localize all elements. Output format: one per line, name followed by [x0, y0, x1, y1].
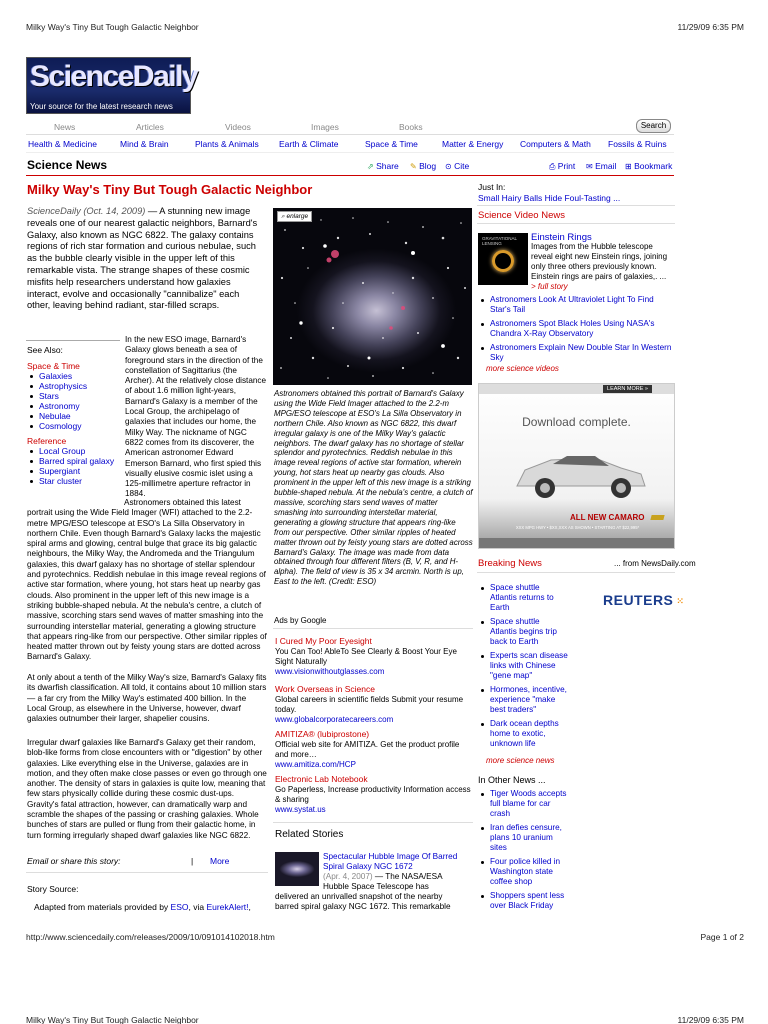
more-science-news-link[interactable]: more science news [486, 756, 555, 765]
article-title: Milky Way's Tiny But Tough Galactic Neighbor [27, 182, 313, 197]
see-also-astronomy[interactable]: Astronomy [27, 401, 87, 411]
email-icon: ✉ [586, 162, 593, 171]
other-news-1[interactable]: Tiger Woods accepts full blame for car crash [478, 789, 568, 819]
ad-3[interactable] [275, 729, 471, 769]
ad-1[interactable] [275, 636, 471, 676]
full-story-link[interactable]: > full story [531, 282, 568, 291]
cite-label: Cite [454, 161, 470, 171]
bookmark-link[interactable] [625, 161, 672, 171]
other-news-label: In Other News ... [478, 775, 546, 785]
nav-health-medicine[interactable]: Health & Medicine [28, 139, 97, 149]
einstein-ring-graphic [492, 250, 514, 272]
blog-icon: ✎ [410, 162, 417, 171]
other-news-2[interactable]: Iran defies censure, plans 10 uranium sites [478, 823, 568, 853]
just-in-label: Just In: [478, 182, 506, 192]
reference-star-cluster[interactable]: Star cluster [27, 476, 114, 486]
related-story-text-d: barred spiral galaxy NGC 1672. This remarkable [275, 902, 451, 911]
reuters-wordmark: REUTERS [603, 592, 674, 608]
galaxy-image[interactable] [273, 208, 472, 385]
nav-plants-animals[interactable]: Plants & Animals [195, 139, 259, 149]
article-lead-text: — A stunning new image reveals one of our nearest galactic neighbors, Barnard's Galaxy, also known as NGC 6822. The galaxy contains regions of rich star formation and curious nebulae, such as the bubble clearly visible in the upper left of this remarkable vista. The strange shapes of these cosmic misfits help researchers understand how galaxies interact, evolve and occasionally "cannibalize" each other, leaving behind radiant, star-filled scraps. [27, 206, 258, 311]
article-lead [27, 206, 263, 312]
just-in-link[interactable]: Small Hairy Balls Hide Foul-Tasting ... [478, 193, 621, 203]
search-button[interactable]: Search [636, 119, 671, 133]
share-link[interactable] [367, 161, 399, 171]
blog-label: Blog [419, 161, 437, 171]
ads-label: Ads by Google [274, 616, 327, 625]
breaking-news-list [478, 583, 568, 753]
blog-link[interactable] [410, 161, 436, 171]
einstein-rings-title[interactable]: Einstein Rings [531, 232, 592, 243]
reuters-dots-icon: ⁙ [673, 595, 685, 606]
ad-3-title[interactable]: AMITIZA® (lubiprostone) [275, 729, 370, 739]
ad-4-title[interactable]: Electronic Lab Notebook [275, 774, 368, 784]
email-share-label: Email or share this story: [27, 856, 121, 866]
bookmark-label: Bookmark [634, 161, 673, 171]
nav-computers-math[interactable]: Computers & Math [520, 139, 591, 149]
nav-mind-brain[interactable]: Mind & Brain [120, 139, 169, 149]
reference-local-group[interactable]: Local Group [27, 446, 114, 456]
print-link[interactable] [549, 161, 575, 172]
nav-matter-energy[interactable]: Matter & Energy [442, 139, 504, 149]
reference-barred-spiral[interactable]: Barred spiral galaxy [27, 456, 114, 466]
article-paragraph-2: Astronomers obtained this latest portrait using the Wide Field Imager (WFI) attached to the 2.2-metre MPG/ESO telescope at ESO's La Silla Observatory in northern Chile. Even though Barnard's Galaxy lacks the majestic spiral arms and glowing, central bulge that grace its big galactic neighbours, the Milky Way, the Andromeda and the Triangulum galaxies, this dwarf galaxy has no shortage of stellar splendour and pyrotechnics. Reddish nebulae in this image reveal regions of active star formation, where young, hot stars heat up nearby gas clouds. Also prominent in the upper left of this new image is a striking bubble-shaped nebula. At the nebula's centre, a clutch of massive, scorching stars send waves of matter smashing into the surrounding interstellar material, generating a glowing structure that appears ring-like from our perspective. Other similar ripples of heated matter thrown out by feisty young stars are dotted across Barnard's Galaxy. [27, 498, 267, 662]
related-story-title[interactable]: Spectacular Hubble Image Of Barred Spiral Galaxy NGC 1672 [323, 852, 458, 871]
eso-link[interactable]: ESO [170, 902, 189, 912]
related-story-date: (Apr. 4, 2007) [323, 872, 373, 881]
email-label: Email [595, 161, 617, 171]
logo-wordmark: ScienceDaily [30, 60, 198, 93]
cite-icon: ⊙ [445, 162, 452, 171]
magnifier-icon: ⌕ [281, 213, 287, 220]
reuters-logo [603, 592, 684, 608]
print-icon: ⎙ [549, 162, 556, 171]
ad-headline: Download complete. [522, 415, 631, 429]
cite-link[interactable] [445, 161, 469, 171]
more-videos-link[interactable]: more science videos [486, 364, 559, 373]
nav-fossils-ruins[interactable]: Fossils & Ruins [608, 139, 667, 149]
reference-supergiant[interactable]: Supergiant [27, 466, 114, 476]
ad-2-title[interactable]: Work Overseas in Science [275, 684, 375, 694]
print-header-datetime: 11/29/09 6:35 PM [677, 22, 744, 32]
ad-2-url[interactable]: www.globalcorporatecareers.com [275, 715, 394, 724]
car-graphic [479, 434, 675, 514]
share-icon: ⇗ [367, 162, 374, 171]
breaking-news-1[interactable]: Space shuttle Atlantis returns to Earth [478, 583, 568, 613]
nav-space-time[interactable]: Space & Time [365, 139, 418, 149]
ad-disclaimer-bar [479, 538, 674, 548]
ad-product-name: ALL NEW CAMARO [570, 513, 645, 522]
ad-product [570, 513, 664, 522]
other-news-4[interactable]: Shoppers spent less over Black Friday [478, 891, 568, 921]
related-stories-heading: Related Stories [275, 829, 344, 840]
ad-2[interactable] [275, 684, 471, 724]
ad-1-title[interactable]: I Cured My Poor Eyesight [275, 636, 372, 646]
image-caption: Astronomers obtained this portrait of Barnard's Galaxy using the Wide Field Imager attached to the 2.2-m MPG/ESO telescope at ESO's La Silla Observatory in northern Chile. Also known as NGC 6822, this dwarf irregular galaxy is one of the Milky Way's galactic neighbors. The dwarf galaxy has no shortage of stellar splendor and pyrotechnics. Reddish nebulae in this image reveal regions of active star formation, wherein young, hot stars heat up nearby gas clouds. Also prominent in the upper left of this new image is a striking bubble-shaped nebula. At the nebula's centre, a clutch of massive, scorching stars send waves of matter smashing into surrounding interstellar material, generating a glowing structure that appears ring-like from our perspective. Other similar ripples of heated matter thrown out by feisty young stars are dotted across Barnard's Galaxy. The image was made from data obtained through four different filters (B, V, R, and H-alpha). The field of view is 35 x 34 arcmin. North is up, East to the left. (Credit: ESO) [274, 389, 473, 587]
ad-fine-print: XXX MPG HWY • $XX,XXX AS SHOWN • STARTING AT $22,995* [515, 525, 640, 530]
ad-3-url[interactable]: www.amitiza.com/HCP [275, 760, 356, 769]
tab-books[interactable]: Books [399, 122, 423, 132]
einstein-rings-thumbnail[interactable] [478, 233, 528, 285]
see-also-nebulae[interactable]: Nebulae [27, 411, 87, 421]
learn-more-button[interactable]: LEARN MORE » [603, 385, 652, 393]
video-link-3[interactable]: Astronomers Explain New Double Star In Western Sky [478, 343, 674, 363]
video-links [478, 295, 674, 367]
tab-articles[interactable]: Articles [136, 122, 164, 132]
bookmark-icon: ⊞ [625, 162, 632, 171]
story-source-suffix: , [248, 902, 251, 912]
share-separator: | [191, 856, 194, 866]
article-paragraph-1: In the new ESO image, Barnard's Galaxy glows beneath a sea of foreground stars in the direction of the constellation of Sagittarius (the Archer). At the relatively close distance of about 1.6 million light-years, Barnard's Galaxy is a member of the Local Group, the archipelago of galaxies that includes our home, the Milky Way. The nickname of NGC 6822 comes from its discoverer, the American astronomer Edward Emerson Barnard, who first spied this visually elusive cosmic islet using a 125-millimetre aperture refractor in 1884. [125, 335, 267, 499]
print-label: Print [557, 161, 576, 171]
more-share-button[interactable]: More [210, 856, 230, 866]
science-video-heading: Science Video News [478, 210, 565, 221]
see-also-reference: Reference [27, 436, 67, 446]
ad-4-text: Go Paperless, Increase productivity Information access & sharing [275, 785, 471, 804]
nav-earth-climate[interactable]: Earth & Climate [279, 139, 339, 149]
chevrolet-logo-graphic [650, 515, 664, 520]
tab-images[interactable]: Images [311, 122, 339, 132]
page2-header-title: Milky Way's Tiny But Tough Galactic Neighbor [26, 1015, 199, 1024]
eurekalert-link[interactable]: EurekAlert! [206, 902, 249, 912]
einstein-rings-text [531, 242, 671, 292]
enlarge-button[interactable] [277, 211, 312, 222]
galaxy-stars-graphic [273, 208, 472, 385]
section-title: Science News [27, 158, 108, 172]
story-source-text [34, 902, 251, 912]
other-news-3[interactable]: Four police killed in Washington state coffee shop [478, 857, 568, 887]
breaking-news-3[interactable]: Experts scan disease links with Chinese "gene map" [478, 651, 568, 681]
related-story [275, 852, 473, 912]
related-story-text-c: delivered an unrivalled snapshot of the nearby [275, 892, 443, 901]
see-also-list-2 [27, 446, 114, 486]
article-paragraph-4: Irregular dwarf galaxies like Barnard's Galaxy get their random, blob-like forms from close encounters with or "digestion" by other galaxies. Like everything else in the Universe, galaxies are in motion, and they often make close passes or even go through one another. The density of stars in galaxies is quite low, meaning that few stars physically collide during these cosmic dust-ups. Gravity's fatal attraction, however, can dramatically warp and scramble the shapes of the passing or crashing galaxies. Whole bunches of stars are pulled or flung from their galactic home, in turn forming irregularly shaped dwarf galaxies like NGC 6822. [27, 738, 267, 840]
feature-text: Images from the Hubble telescope reveal eight new Einstein rings, joining only three others previously known. Einstein rings are pairs of galaxies,. ... [531, 242, 668, 281]
print-footer-url: http://www.sciencedaily.com/releases/2009/10/091014102018.htm [26, 932, 275, 942]
see-also-galaxies[interactable]: Galaxies [27, 371, 87, 381]
other-news-list [478, 789, 568, 925]
see-also-list-1 [27, 371, 87, 431]
share-label: Share [376, 161, 399, 171]
ad-2-text: Global careers in scientific fields Submit your resume today. [275, 695, 464, 714]
enlarge-label: enlarge [286, 213, 309, 220]
breaking-news-4[interactable]: Hormones, incentive, experience "make best traders" [478, 685, 568, 715]
related-story-text-b: Hubble Space Telescope has [323, 882, 429, 891]
page2-header-datetime: 11/29/09 6:35 PM [677, 1015, 744, 1024]
sciencedaily-logo[interactable] [26, 57, 198, 114]
breaking-news-5[interactable]: Dark ocean depths home to exotic, unknown life [478, 719, 568, 749]
ad-1-text: You Can Too! AbleTo See Clearly & Boost Your Eye Sight Naturally [275, 647, 457, 666]
story-source-prefix: Adapted from materials provided by [34, 902, 171, 912]
print-header-title: Milky Way's Tiny But Tough Galactic Neighbor [26, 22, 199, 32]
thumbnail-caption: GRAVITATIONAL LENSING [482, 236, 518, 246]
ad-4[interactable] [275, 774, 471, 814]
see-also-astrophysics[interactable]: Astrophysics [27, 381, 87, 391]
see-also-stars[interactable]: Stars [27, 391, 87, 401]
story-source-label: Story Source: [27, 884, 79, 894]
breaking-news-2[interactable]: Space shuttle Atlantis begins trip back to Earth [478, 617, 568, 647]
story-source-mid: , via [188, 902, 207, 912]
article-source-date: ScienceDaily (Oct. 14, 2009) [27, 206, 146, 216]
ad-3-text: Official web site for AMITIZA. Get the product profile and more… [275, 740, 460, 759]
article-paragraph-3: At only about a tenth of the Milky Way's size, Barnard's Galaxy fits its dwarfish classification. All told, it contains about 10 million stars — a far cry from the Milky Way's estimated 400 billion. In the Local Group, as elsewhere in the Universe, however, dwarf galaxies outnumber their larger, shapelier cousins. [27, 673, 267, 724]
print-footer-page: Page 1 of 2 [700, 932, 744, 942]
tab-news[interactable]: News [54, 122, 76, 132]
page-crop-mask [26, 916, 676, 930]
related-story-text-a: — The NASA/ESA [372, 872, 443, 881]
video-link-1[interactable]: Astronomers Look At Ultraviolet Light To Find Star's Tail [478, 295, 674, 315]
video-link-2[interactable]: Astronomers Spot Black Holes Using NASA's Chandra X-Ray Observatory [478, 319, 674, 339]
breaking-news-heading: Breaking News [478, 558, 542, 569]
breaking-news-source: ... from NewsDaily.com [614, 559, 696, 568]
email-link[interactable] [586, 161, 616, 171]
camaro-ad[interactable] [478, 383, 675, 549]
see-also-space-time: Space & Time [27, 361, 80, 371]
tab-videos[interactable]: Videos [225, 122, 251, 132]
ad-4-url[interactable]: www.systat.us [275, 805, 326, 814]
logo-tagline: Your source for the latest research news [30, 102, 173, 111]
see-also-cosmology[interactable]: Cosmology [27, 421, 87, 431]
ad-1-url[interactable]: www.visionwithoutglasses.com [275, 667, 385, 676]
see-also-label: See Also: [27, 345, 63, 355]
